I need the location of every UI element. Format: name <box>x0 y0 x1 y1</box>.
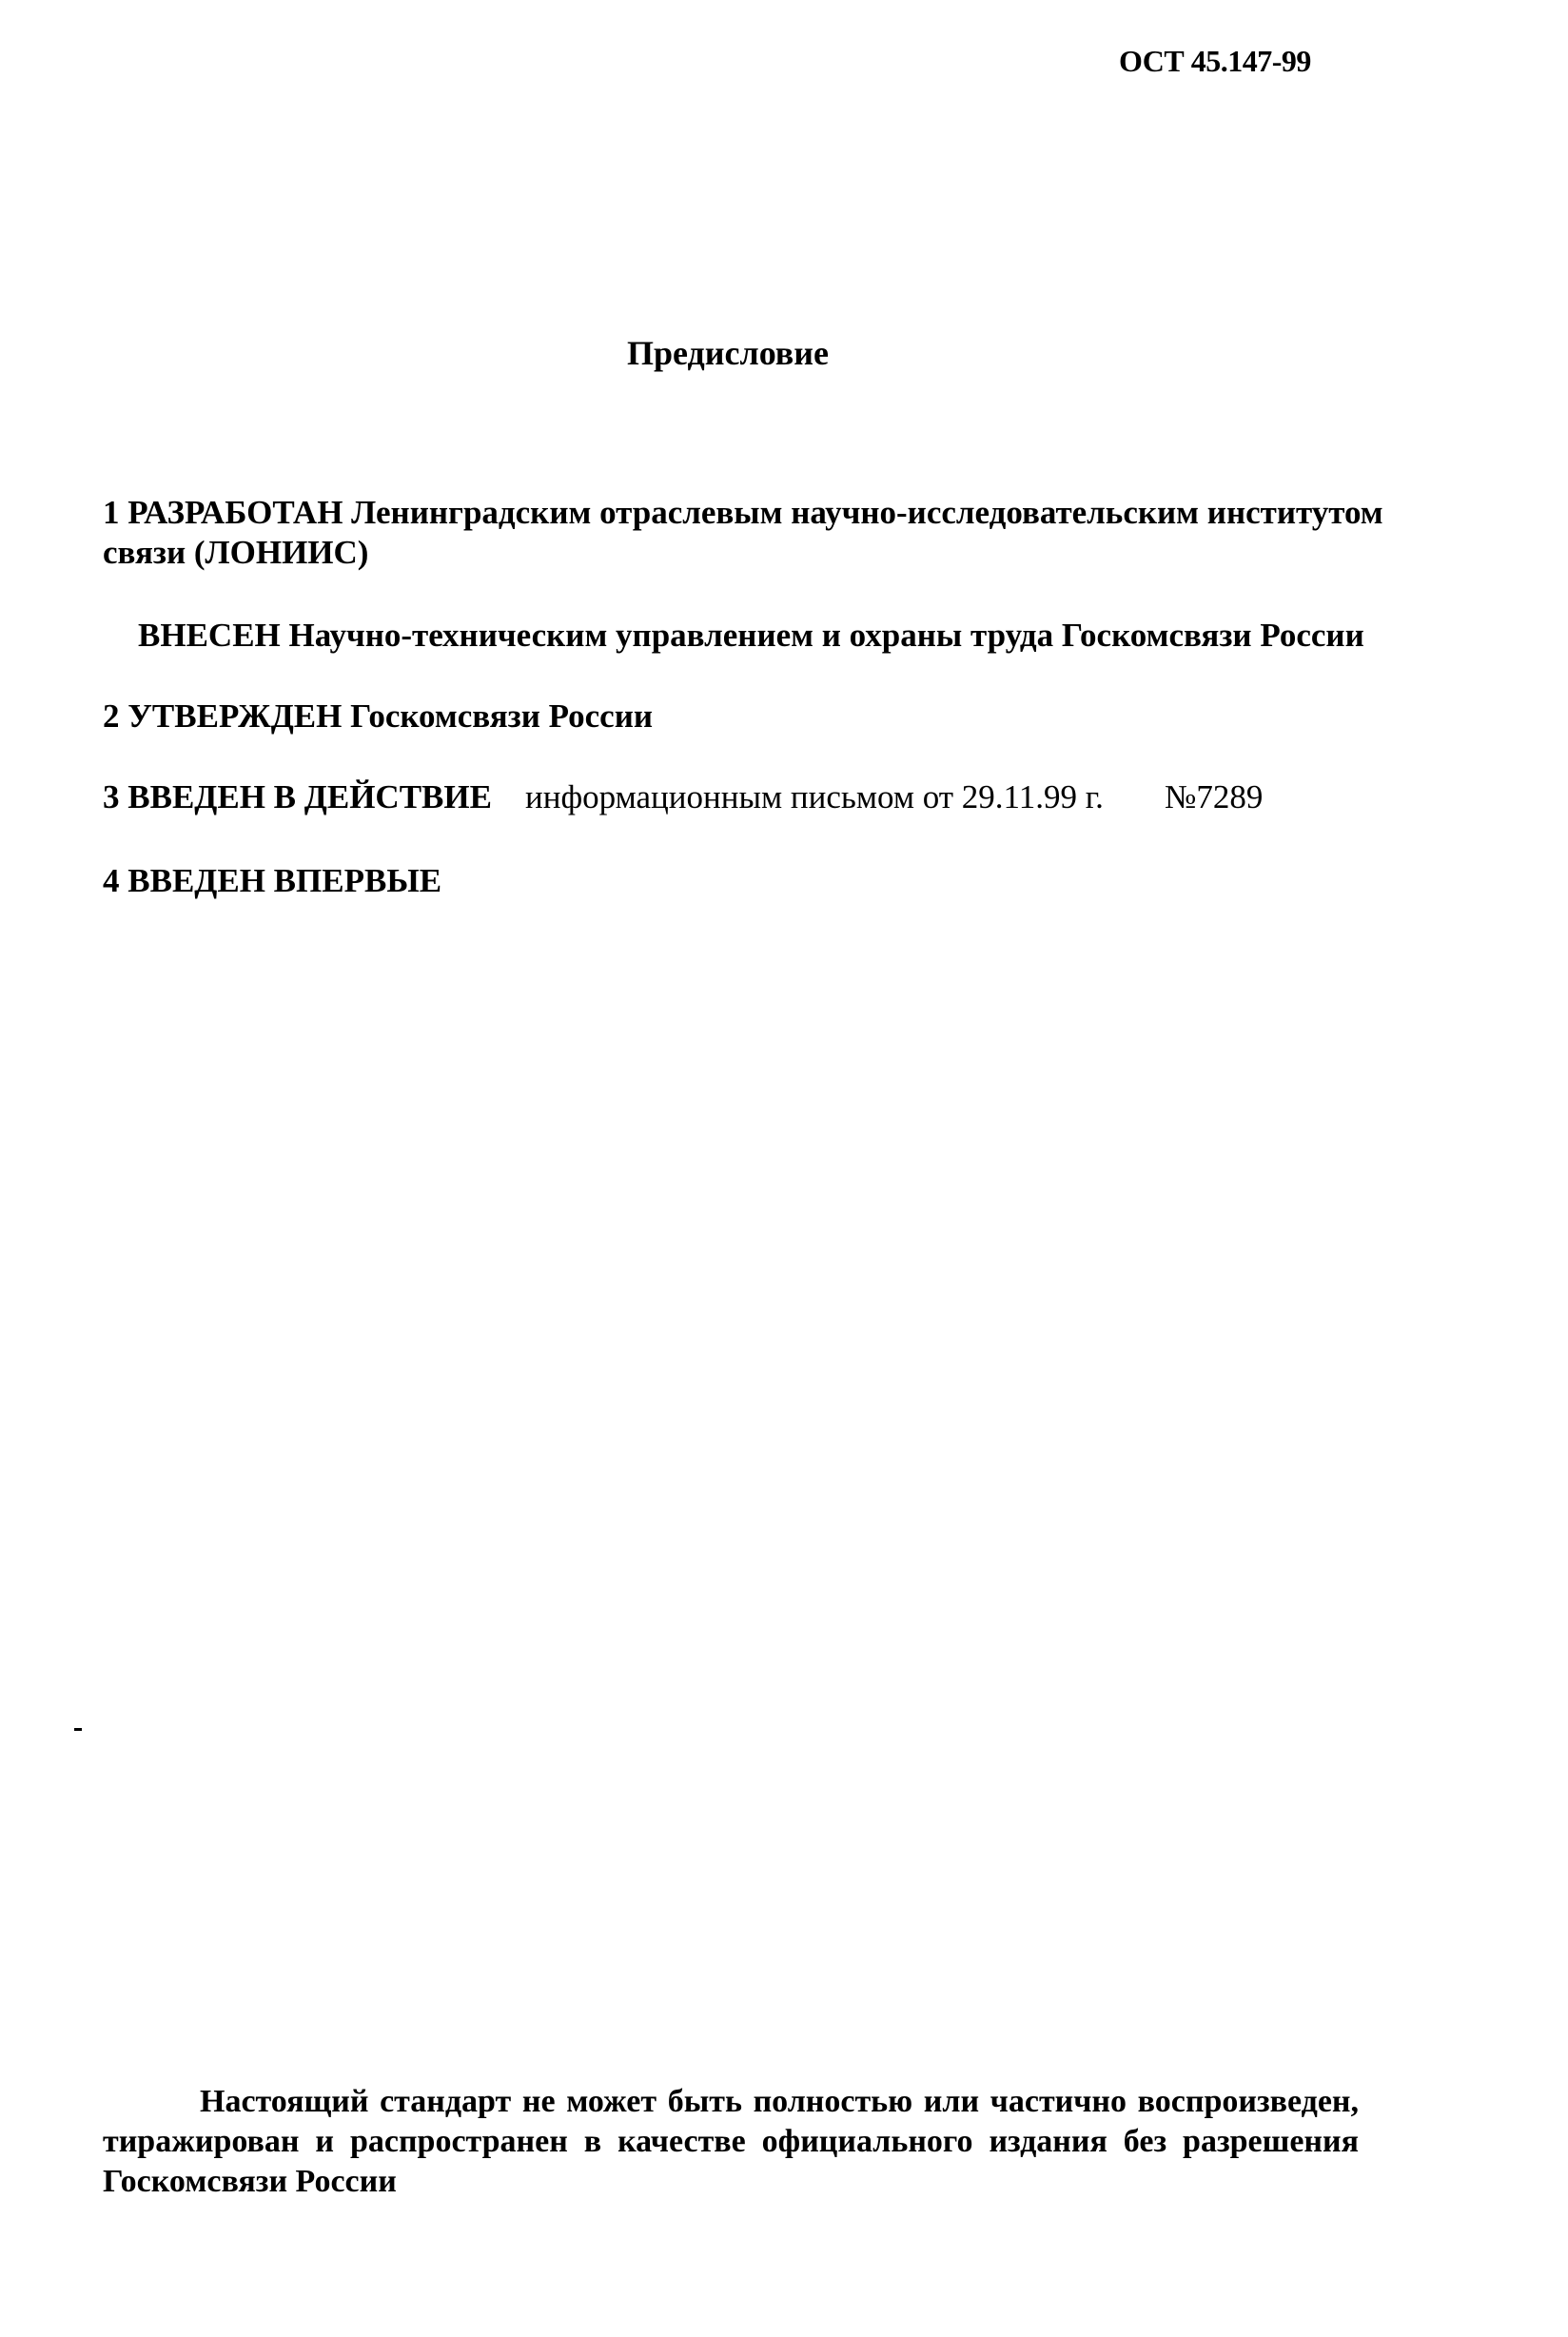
notice-line-3: Госкомсвязи России <box>103 2164 397 2199</box>
item-1-line-2: связи (ЛОНИИС) <box>103 534 369 571</box>
item-1-developed-by <box>103 493 1383 573</box>
item-3-letter-text: информационным письмом от 29.11.99 г. <box>525 778 1104 815</box>
notice-line-2: тиражирован и распространен в качестве официального издания без разрешения <box>103 2124 1359 2159</box>
scan-artifact-mark <box>74 1728 82 1731</box>
item-introduced-by: ВНЕСЕН Научно-техническим управлением и охраны труда Госкомсвязи России <box>138 617 1364 654</box>
item-1-line-1: 1 РАЗРАБОТАН Ленинградским отраслевым научно-исследовательским институтом <box>103 494 1383 531</box>
item-2-approved: 2 УТВЕРЖДЕН Госкомсвязи России <box>103 697 654 735</box>
item-4-first-introduced: 4 ВВЕДЕН ВПЕРВЫЕ <box>103 862 442 899</box>
item-3-letter-number: №7289 <box>1165 778 1264 815</box>
page-title: Предисловие <box>627 334 829 372</box>
document-code: ОСТ 45.147-99 <box>1119 44 1311 78</box>
reproduction-notice <box>103 2082 1359 2202</box>
notice-line-1: Настоящий стандарт не может быть полностью или частично воспроизведен, <box>200 2084 1359 2119</box>
item-3-label: 3 ВВЕДЕН В ДЕЙСТВИЕ <box>103 778 492 815</box>
